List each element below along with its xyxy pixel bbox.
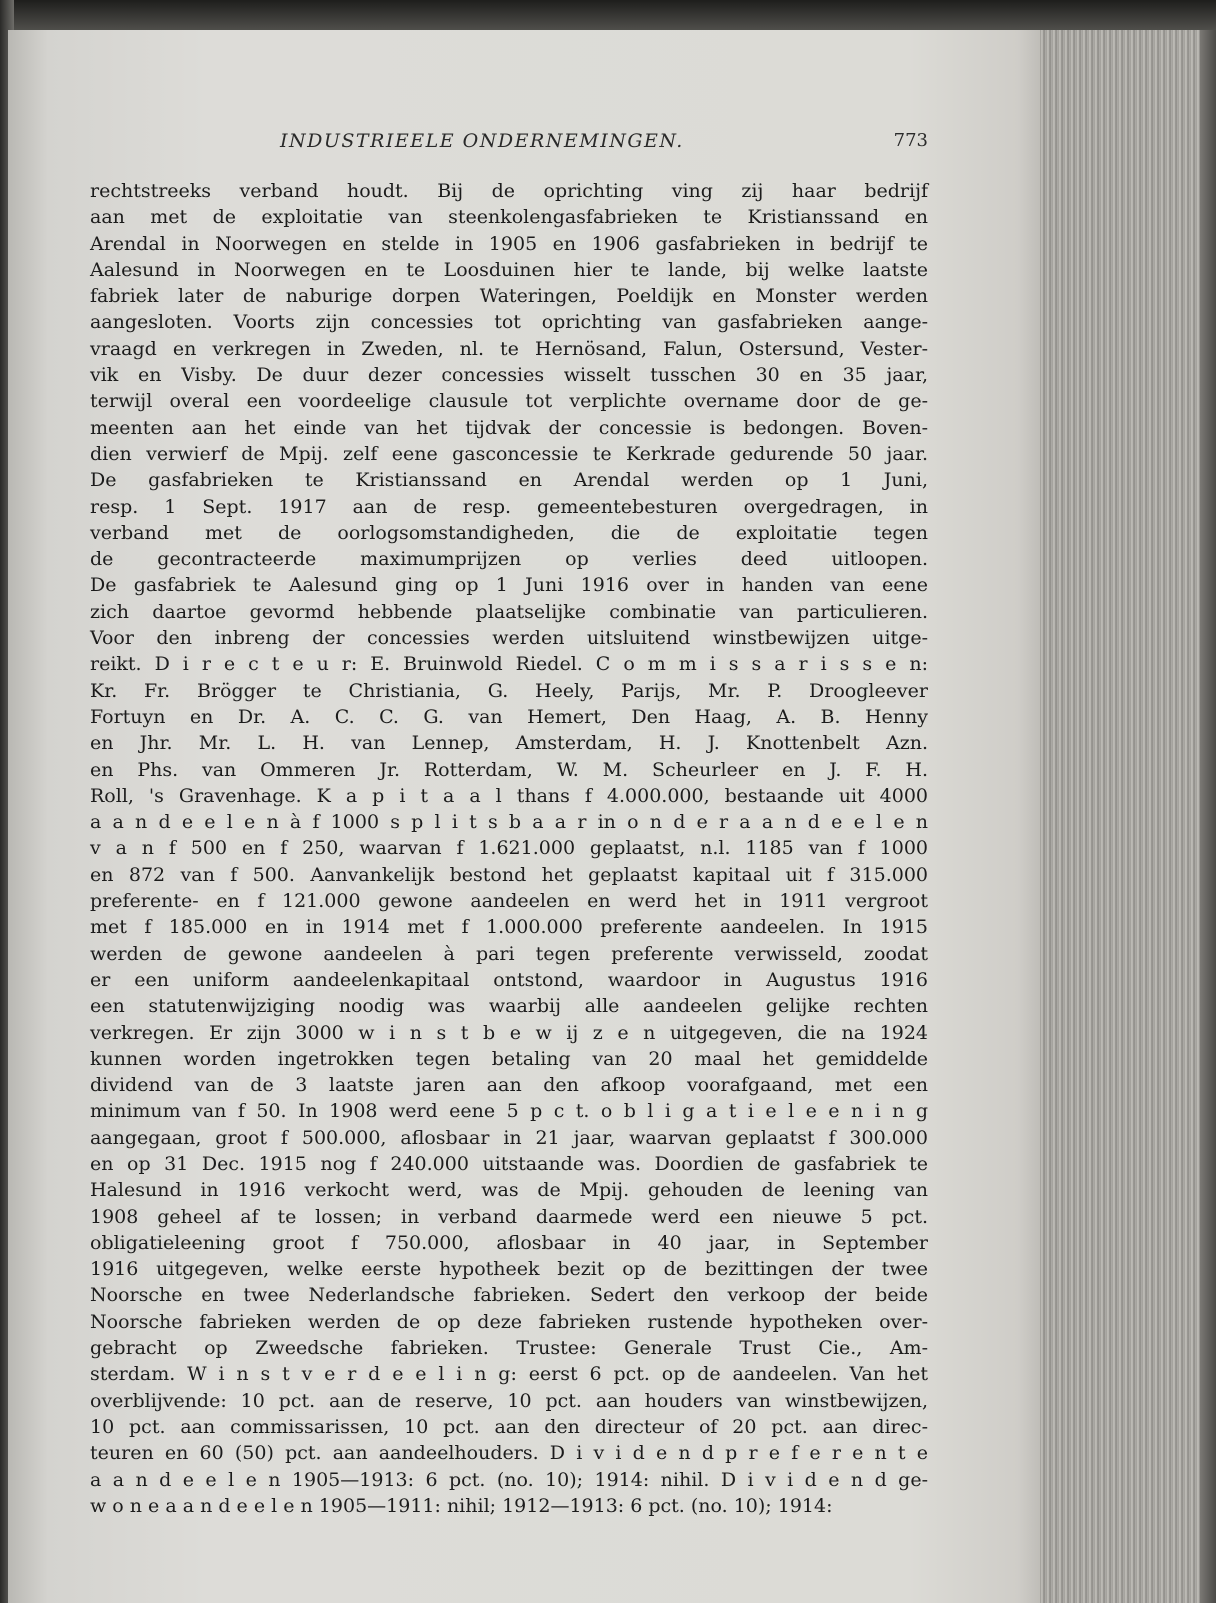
text-line: 1916 uitgegeven, welke eerste hypotheek bezit op de bezittingen der twee [90,1258,928,1281]
text-line: de gecontracteerde maximumprijzen op verlies deed uitloopen. [90,548,928,571]
text-line: Fortuyn en Dr. A. C. C. G. van Hemert, Den Haag, A. B. Henny [90,705,928,728]
text-line: en 872 van f 500. Aanvankelijk bestond het geplaatst kapitaal uit f 315.000 [90,863,928,886]
text-line: overblijvende: 10 pct. aan de reserve, 10 pct. aan houders van winstbewijzen, [90,1389,928,1412]
text-line: vik en Visby. De duur dezer concessies wisselt tusschen 30 en 35 jaar, [90,364,928,387]
text-line: Noorsche en twee Nederlandsche fabrieken. Sedert den verkoop der beide [90,1284,928,1307]
text-line: teuren en 60 (50) pct. aan aandeelhouders. D i v i d e n d p r e f e r e n t e [90,1442,928,1465]
text-line: dividend van de 3 laatste jaren aan den afkoop voorafgaand, met een [90,1074,928,1097]
text-line: en Jhr. Mr. L. H. van Lennep, Amsterdam, H. J. Knottenbelt Azn. [90,732,928,755]
text-line: Arendal in Noorwegen en stelde in 1905 en 1906 gasfabrieken in bedrijf te [90,232,928,255]
text-line: resp. 1 Sept. 1917 aan de resp. gemeentebesturen overgedragen, in [90,495,928,518]
text-line: rechtstreeks verband houdt. Bij de oprichting ving zij haar bedrijf [90,180,928,202]
text-line: preferente- en f 121.000 gewone aandeelen en werd het in 1911 vergroot [90,890,928,913]
text-line: meenten aan het einde van het tijdvak der concessie is bedongen. Boven- [90,416,928,439]
text-line: Roll, 's Gravenhage. K a p i t a a l thans f 4.000.000, bestaande uit 4000 [90,784,928,807]
text-line: Voor den inbreng der concessies werden uitsluitend winstbewijzen uitge- [90,627,928,650]
text-line: 10 pct. aan commissarissen, 10 pct. aan den directeur of 20 pct. aan direc- [90,1415,928,1438]
text-line: obligatieleening groot f 750.000, aflosbaar in 40 jaar, in September [90,1231,928,1254]
text-line: w o n e a a n d e e l e n 1905—1911: nihil; 1912—1913: 6 pct. (no. 10); 1914: [90,1494,833,1517]
text-line: aan met de exploitatie van steenkolengasfabrieken te Kristianssand en [90,206,928,229]
text-line: a a n d e e l e n à f 1000 s p l i t s b a a r in o n d e r a a n d e e l e n [90,811,928,834]
text-line: en op 31 Dec. 1915 nog f 240.000 uitstaande was. Doordien de gasfabriek te [90,1152,928,1175]
body-text [90,178,928,1519]
text-line: v a n f 500 en f 250, waarvan f 1.621.000 geplaatst, n.l. 1185 van f 1000 [90,837,928,860]
text-line: een statutenwijziging noodig was waarbij alle aandeelen gelijke rechten [90,995,928,1018]
text-line: De gasfabriek te Aalesund ging op 1 Juni 1916 over in handen van eene [90,574,928,597]
text-line: Kr. Fr. Brögger te Christiania, G. Heely, Parijs, Mr. P. Droogleever [90,679,928,702]
text-line: Halesund in 1916 verkocht werd, was de Mpij. gehouden de leening van [90,1179,928,1202]
book-spine-edge [1200,30,1216,1603]
page-edges [1040,30,1216,1603]
text-line: kunnen worden ingetrokken tegen betaling van 20 maal het gemiddelde [90,1047,928,1070]
text-line: gebracht op Zweedsche fabrieken. Trustee: Generale Trust Cie., Am- [90,1337,928,1360]
text-line: met f 185.000 en in 1914 met f 1.000.000 preferente aandeelen. In 1915 [90,916,928,939]
text-line: werden de gewone aandeelen à pari tegen preferente verwisseld, zoodat [90,942,928,965]
text-line: Aalesund in Noorwegen en te Loosduinen hier te lande, bij welke laatste [90,258,928,281]
text-line: aangegaan, groot f 500.000, aflosbaar in 21 jaar, waarvan geplaatst f 300.000 [90,1126,928,1149]
text-line: De gasfabrieken te Kristianssand en Arendal werden op 1 Juni, [90,469,928,492]
text-line: Noorsche fabrieken werden de op deze fabrieken rustende hypotheken over- [90,1310,928,1333]
text-line: minimum van f 50. In 1908 werd eene 5 p c t. o b l i g a t i e l e e n i n g [90,1100,928,1123]
text-line: reikt. D i r e c t e u r: E. Bruinwold Riedel. C o m m i s s a r i s s e n: [90,653,928,676]
text-line: 1908 geheel af te lossen; in verband daarmede werd een nieuwe 5 pct. [90,1205,928,1228]
text-line: en Phs. van Ommeren Jr. Rotterdam, W. M. Scheurleer en J. F. H. [90,758,928,781]
text-line: verkregen. Er zijn 3000 w i n s t b e w ij z e n uitgegeven, die na 1924 [90,1021,928,1044]
text-line: vraagd en verkregen in Zweden, nl. te Hernösand, Falun, Ostersund, Vester- [90,337,928,360]
text-line: er een uniform aandeelenkapitaal ontstond, waardoor in Augustus 1916 [90,968,928,991]
text-line: a a n d e e l e n 1905—1913: 6 pct. (no. 10); 1914: nihil. D i v i d e n d ge- [90,1468,928,1491]
running-head: INDUSTRIEELE ONDERNEMINGEN. [280,130,684,152]
text-line: terwijl overal een voordeelige clausule tot verplichte overname door de ge- [90,390,928,413]
text-line: aangesloten. Voorts zijn concessies tot oprichting van gasfabrieken aange- [90,311,928,334]
page-header [90,130,928,158]
text-line: sterdam. W i n s t v e r d e e l i n g: eerst 6 pct. op de aandeelen. Van het [90,1363,928,1386]
text-line: fabriek later de naburige dorpen Wateringen, Poeldijk en Monster werden [90,285,928,308]
page-number: 773 [893,130,928,151]
text-line: dien verwierf de Mpij. zelf eene gasconcessie te Kerkrade gedurende 50 jaar. [90,442,928,465]
text-line: zich daartoe gevormd hebbende plaatselijke combinatie van particulieren. [90,600,928,623]
text-line: verband met de oorlogsomstandigheden, die de exploitatie tegen [90,521,928,544]
